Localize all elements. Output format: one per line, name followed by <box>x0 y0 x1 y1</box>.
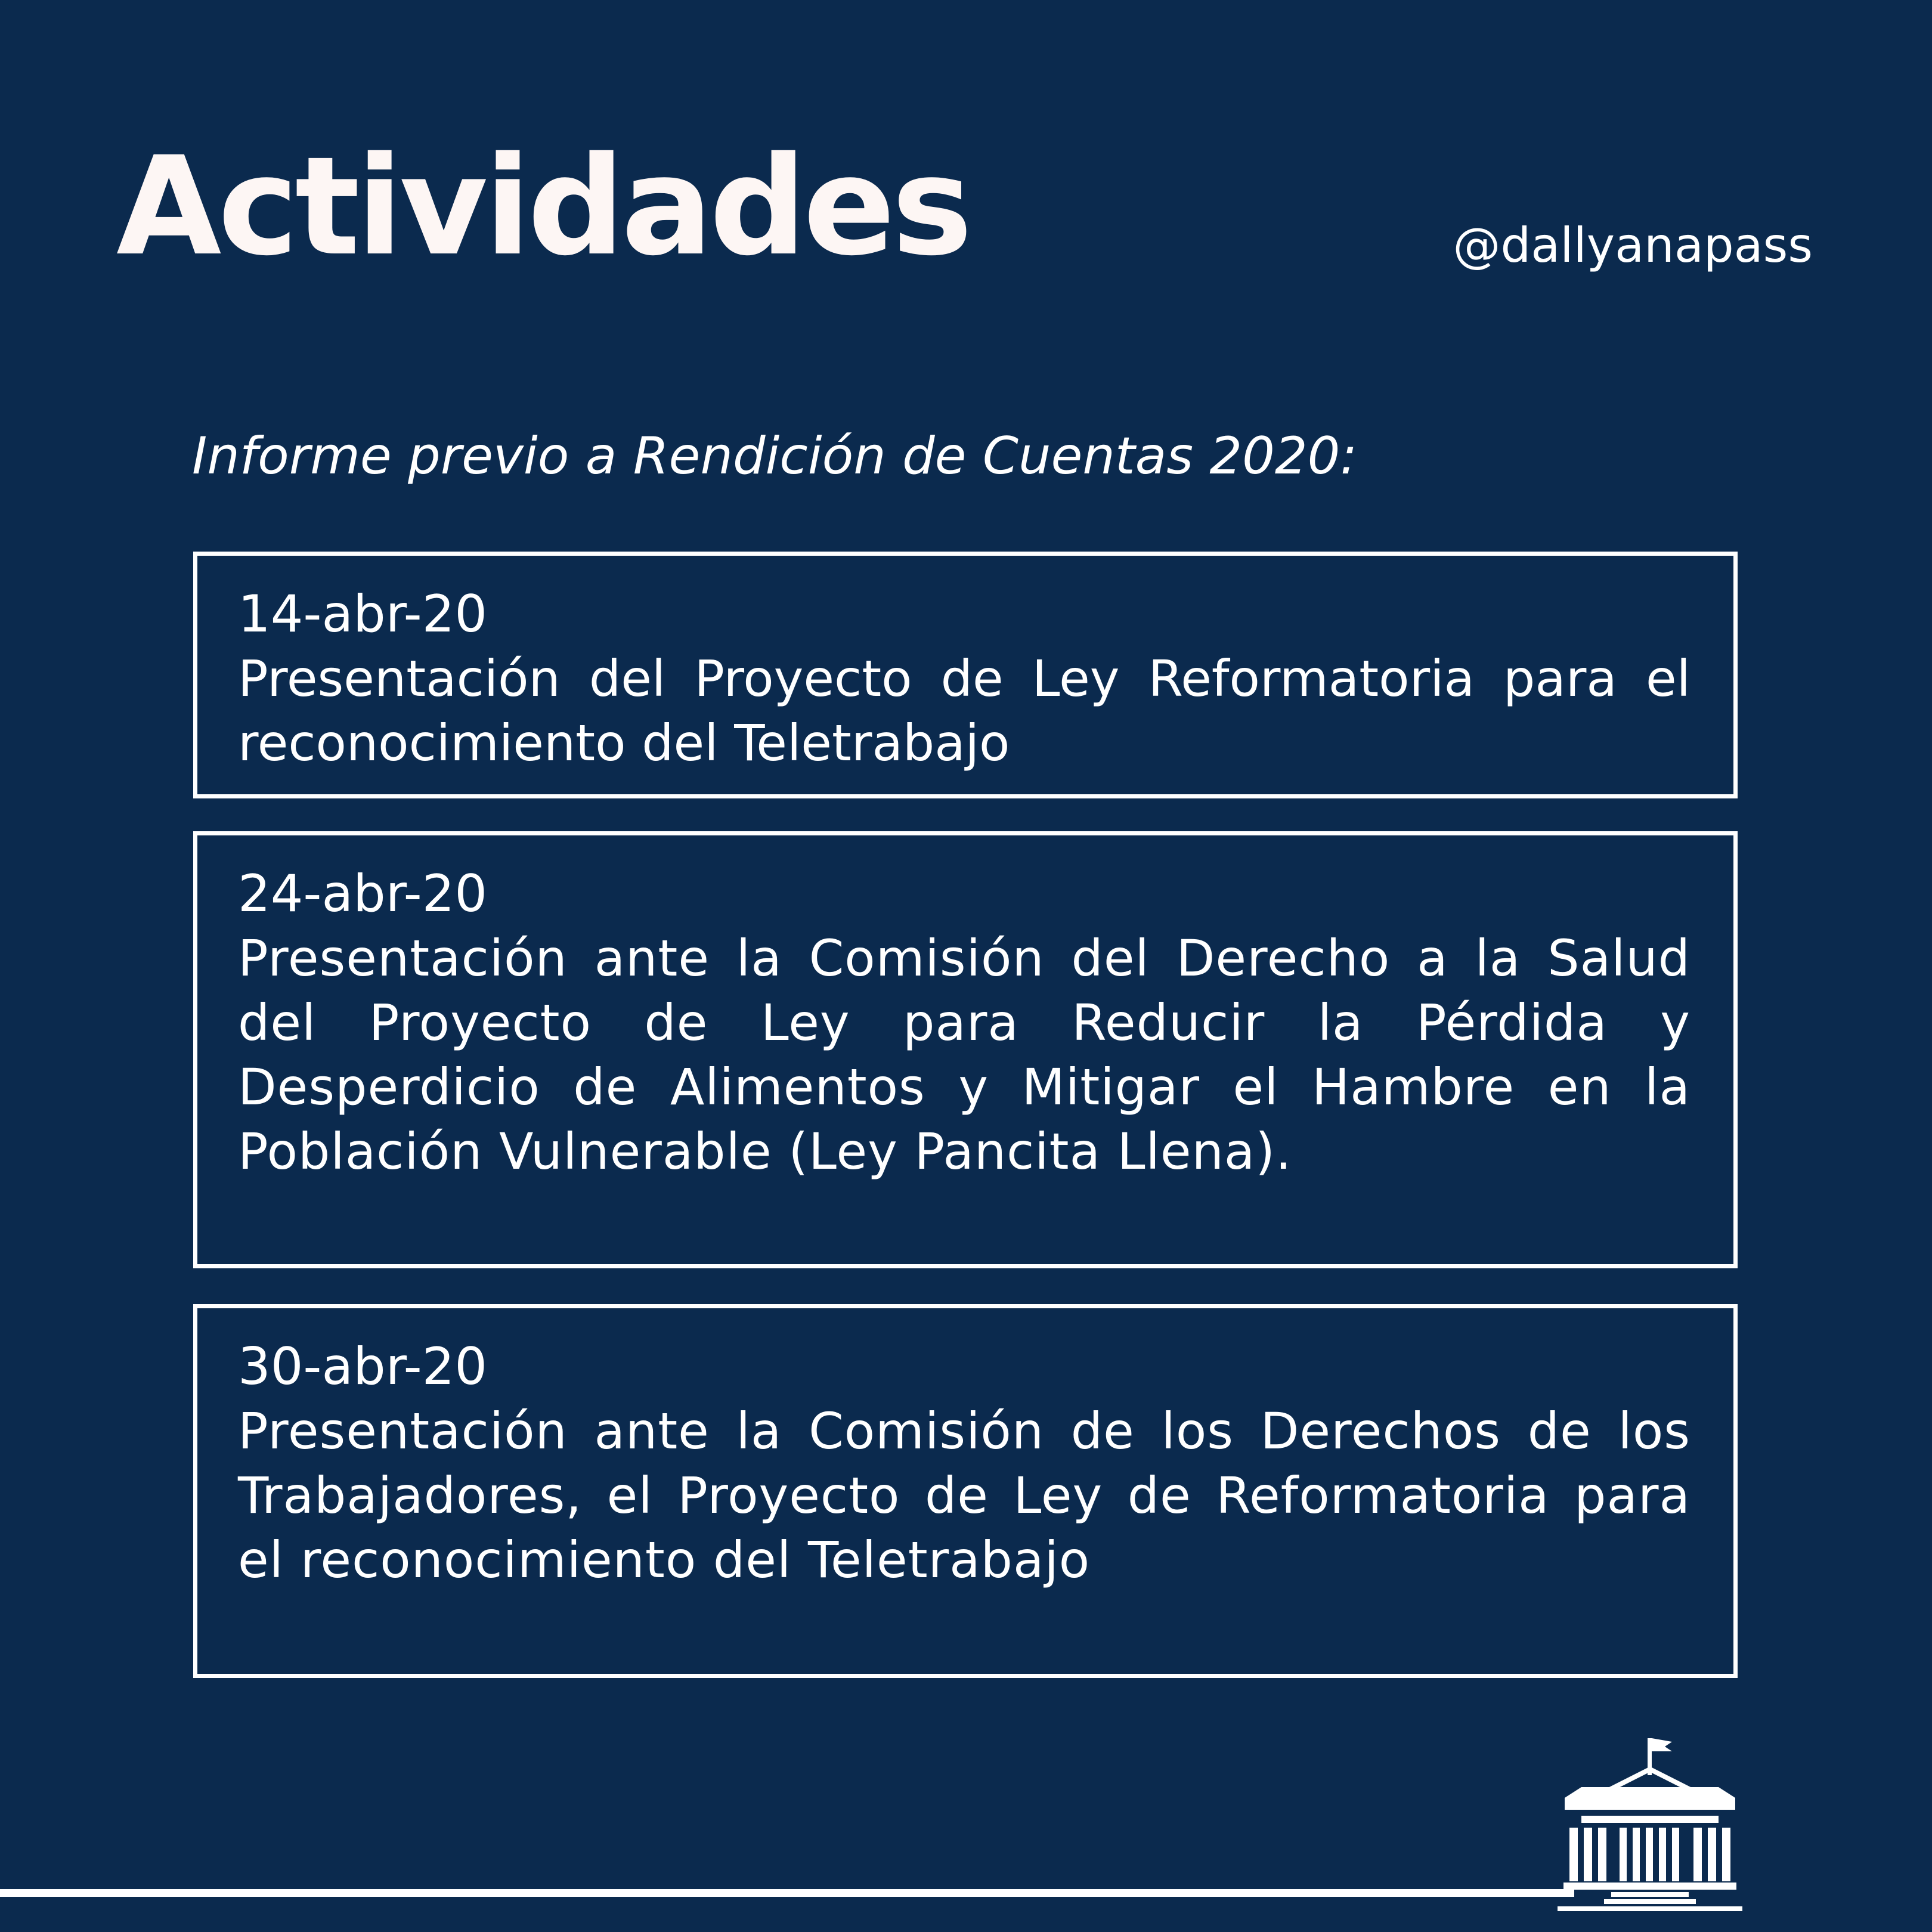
social-handle: @dallyanapass <box>1453 218 1813 273</box>
government-building-icon <box>1558 1732 1742 1911</box>
activity-card <box>193 831 1738 1268</box>
activity-date: 14-abr-20 <box>238 584 488 644</box>
activity-date: 30-abr-20 <box>238 1337 488 1397</box>
activity-description: Presentación ante la Comisión del Derecho a la Salud del Proyecto de Ley para Reducir la Pérdida y Desperdicio de Alimentos y Mitigar el Hambre en la Población Vulnerable (Ley Pancita Llena). <box>238 929 1690 1181</box>
report-subtitle: Informe previo a Rendición de Cuentas 2020: <box>192 426 1358 486</box>
activity-card <box>193 552 1738 798</box>
activity-description: Presentación ante la Comisión de los Derechos de los Trabajadores, el Proyecto de Ley de Reformatoria para el reconocimiento del Teletrabajo <box>238 1402 1690 1589</box>
page-title: Actividades <box>116 127 970 286</box>
activity-date: 24-abr-20 <box>238 864 488 924</box>
activity-description: Presentación del Proyecto de Ley Reformatoria para el reconocimiento del Teletrabajo <box>238 649 1690 772</box>
footer-divider <box>0 1889 1574 1897</box>
activity-card <box>193 1304 1738 1678</box>
